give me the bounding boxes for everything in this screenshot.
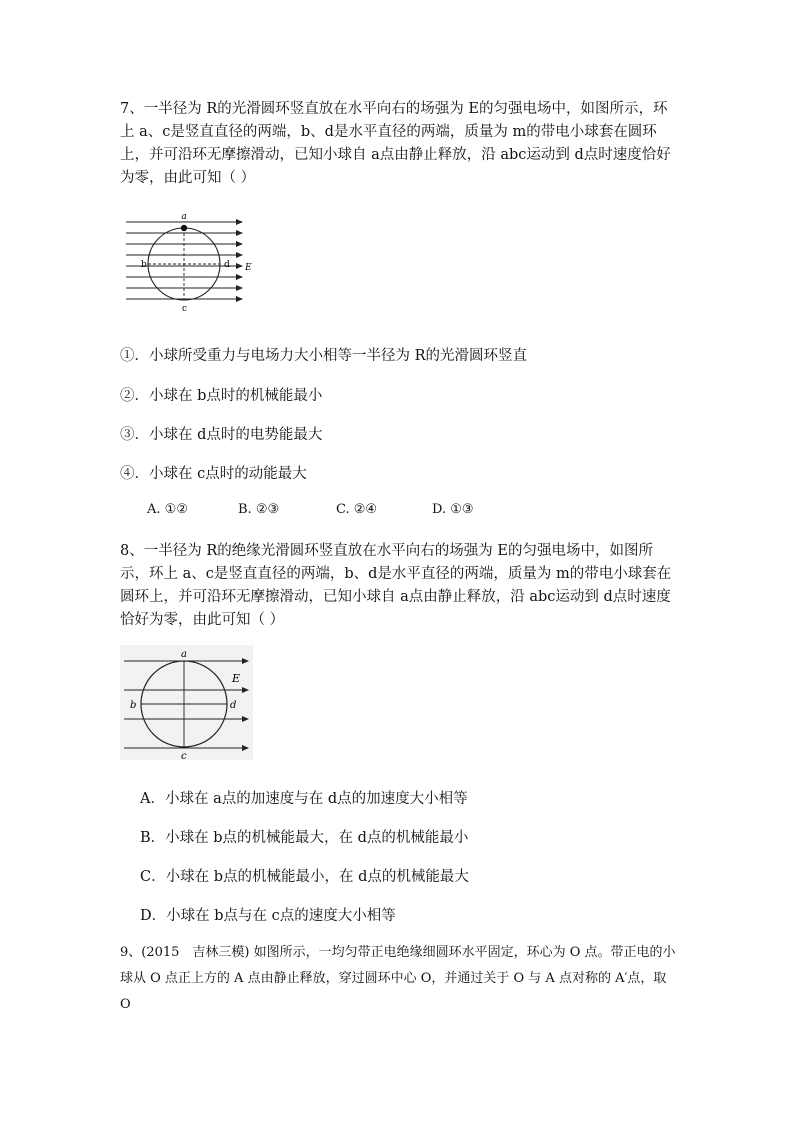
q7-choice-b: B. ②③ xyxy=(238,502,280,517)
q7-statement-2: ②．小球在 b点时的机械能最小 xyxy=(120,388,323,404)
question-9-stem: 9、(2015 吉林三模) 如图所示，一均匀带正电绝缘细圆环水平固定，环心为 O 点。带正电的小球从 O 点正上方的 A 点由静止释放，穿过圆环中心 O，并通过关于 O 与 A 点对称的 A′点，取 O xyxy=(120,945,676,1012)
q7-choice-d: D. ①③ xyxy=(432,502,474,517)
label-d: d xyxy=(230,700,237,711)
label-E: E xyxy=(245,263,252,273)
q7-choice-a: A. ①② xyxy=(147,502,188,517)
question-8-stem: 8、一半径为 R的绝缘光滑圆环竖直放在水平向右的场强为 E的匀强电场中，如图所示，环上 a、c是竖直直径的两端，b、d是水平直径的两端，质量为 m的带电小球套在圆环上，并可沿环无摩擦滑动，已知小球自 a点由静止释放，沿 abc运动到 d点时速度恰好为零，由此可知（ ） xyxy=(120,543,672,628)
label-a: a xyxy=(181,212,187,222)
question-7-stem: 7、一半径为 R的光滑圆环竖直放在水平向右的场强为 E的匀强电场中，如图所示，环上 a、c是竖直直径的两端，b、d是水平直径的两端，质量为 m的带电小球套在圆环上，并可沿环无摩擦滑动，已知小球自 a点由静止释放，沿 abc运动到 d点时速度恰好为零，由此可知（ ） xyxy=(120,101,671,186)
field-ring-diagram-8 xyxy=(120,645,253,760)
question-8-figure xyxy=(120,645,253,760)
label-a: a xyxy=(181,649,187,660)
label-b: b xyxy=(130,700,137,711)
label-c: c xyxy=(182,304,188,313)
q8-option-b: B．小球在 b点的机械能最大，在 d点的机械能最小 xyxy=(140,830,469,846)
q7-choice-c: C. ②④ xyxy=(336,502,378,517)
field-ring-diagram-7 xyxy=(124,208,264,313)
q8-option-c: C．小球在 b点的机械能最小，在 d点的机械能最大 xyxy=(140,869,469,885)
label-E: E xyxy=(232,672,241,685)
label-b: b xyxy=(141,260,147,270)
q8-option-d: D．小球在 b点与在 c点的速度大小相等 xyxy=(140,908,396,924)
q7-statement-1: ①．小球所受重力与电场力大小相等一半径为 R的光滑圆环竖直 xyxy=(120,348,528,364)
q7-statement-3: ③．小球在 d点时的电势能最大 xyxy=(120,427,323,443)
charged-ball xyxy=(181,225,187,231)
label-c: c xyxy=(181,751,187,760)
label-d: d xyxy=(224,260,230,270)
q8-option-a: A．小球在 a点的加速度与在 d点的加速度大小相等 xyxy=(140,791,468,807)
q7-statement-4: ④．小球在 c点时的动能最大 xyxy=(120,466,307,482)
question-7-figure xyxy=(124,208,264,313)
